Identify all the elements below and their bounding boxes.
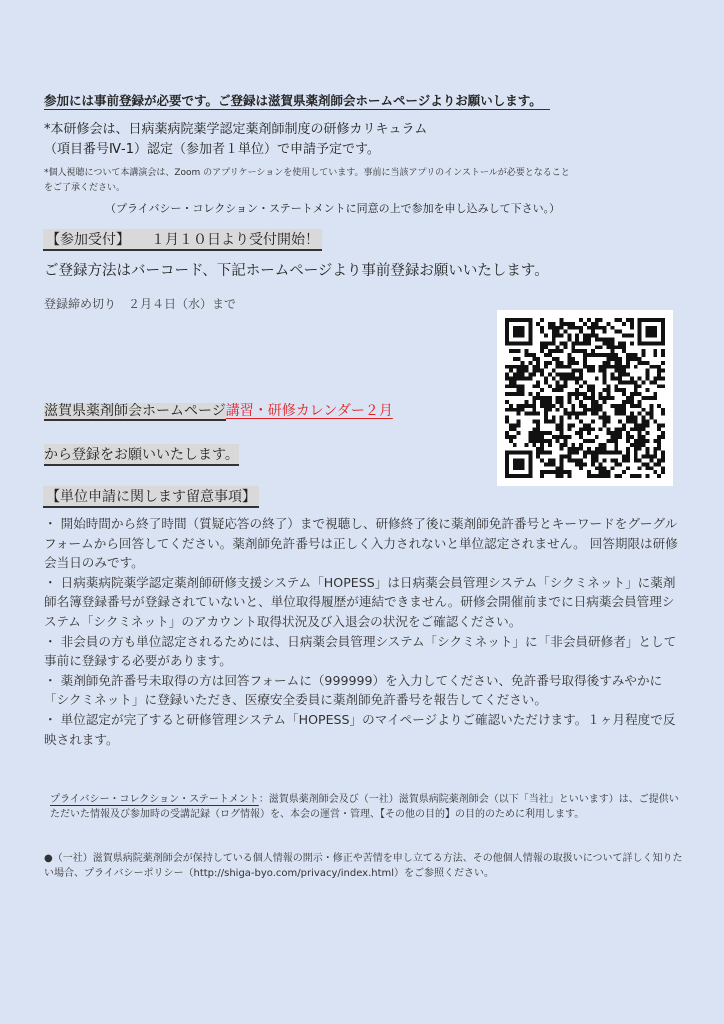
- privacy-statement-text: ：滋賀県薬剤師会及び（一社）滋賀県病院薬剤師会（以下「当社」といいます）は、ご提供いただいた情報及び参加時の受講記録（ログ情報）を、本会の運営・管理、【その他の目的】の目的のために利用します。: [50, 794, 679, 820]
- curriculum-note-line2: （項目番号Ⅳ-1）認定（参加者１単位）で申請予定です。: [44, 142, 380, 157]
- registration-deadline: 登録締め切り ２月４日（水）まで: [44, 297, 237, 311]
- calendar-link[interactable]: 講習・研修カレンダー２月: [225, 403, 393, 419]
- homepage-line: [44, 400, 393, 420]
- registration-required-notice: 参加には事前登録が必要です。ご登録は滋賀県薬剤師会ホームページよりお願いします。: [44, 91, 550, 110]
- credit-note-item: ・ 単位認定が完了すると研修管理システム「HOPESS」のマイページよりご確認いただけます。１ヶ月程度で反映されます。: [44, 711, 676, 747]
- registration-heading: 【参加受付】 １月１０日より受付開始！: [43, 229, 322, 251]
- zoom-note-line2: をご了承ください。: [44, 183, 126, 193]
- credit-notes: [44, 514, 686, 749]
- privacy-statement: [50, 792, 680, 822]
- zoom-note-line1: *個人視聴について本講演会は、Zoom のアプリケーションを使用しています。事前に当該アプリのインストールが必要となること: [44, 168, 570, 178]
- privacy-statement-title: プライバシー・コレクション・ステートメント: [50, 794, 259, 805]
- credit-heading: 【単位申請に関します留意事項】: [43, 486, 259, 508]
- qr-modules: [505, 318, 665, 478]
- privacy-contact: ●（一社）滋賀県病院薬剤師会が保持している個人情報の開示・修正や苦情を申し立てる方法、その他個人情報の取扱いについて詳しく知りたい場合、プライバシーポリシー（http://shiga-byo.com/privacy/index.html）をご参照ください。: [44, 853, 683, 879]
- credit-note-item: ・ 薬剤師免許番号未取得の方は回答フォームに（999999）を入力してください、免許番号取得後すみやかに「シクミネット」に登録いただき、医療安全委員に薬剤師免許番号を報告してください。: [44, 672, 663, 708]
- consent-note: （プライバシー・コレクション・ステートメントに同意の上で参加を申し込みして下さい。）: [105, 202, 561, 215]
- credit-note-item: ・ 非会員の方も単位認定されるためには、日病薬会員管理システム「シクミネット」に「非会員研修者」として事前に登録する必要があります。: [44, 633, 677, 669]
- credit-note-item: ・ 日病薬病院薬学認定薬剤師研修支援システム「HOPESS」は日病薬会員管理システム「シクミネット」に薬剤師名簿登録番号が登録されていないと、単位取得履歴が連結できません。研修会開催前までに日病薬会員管理システム「シクミネット」のアカウント取得状況及び入退会の状況をご確認ください。: [44, 574, 676, 629]
- registration-qr-code[interactable]: [497, 310, 673, 486]
- homepage-label: 滋賀県薬剤師会ホームページ: [44, 403, 226, 419]
- registration-method: ご登録方法はバーコード、下記ホームページより事前登録お願いいたします。: [44, 263, 549, 279]
- registration-request: から登録をお願いいたします。: [44, 444, 239, 466]
- credit-note-item: ・ 開始時間から終了時間（質疑応答の終了）まで視聴し、研修終了後に薬剤師免許番号とキーワードをグーグルフォームから回答してください。薬剤師免許番号は正しく入力されないと単位認定されません。 回答期限は研修会当日のみです。: [44, 516, 678, 571]
- curriculum-note-line1: *本研修会は、日病薬病院薬学認定薬剤師制度の研修カリキュラム: [44, 122, 428, 137]
